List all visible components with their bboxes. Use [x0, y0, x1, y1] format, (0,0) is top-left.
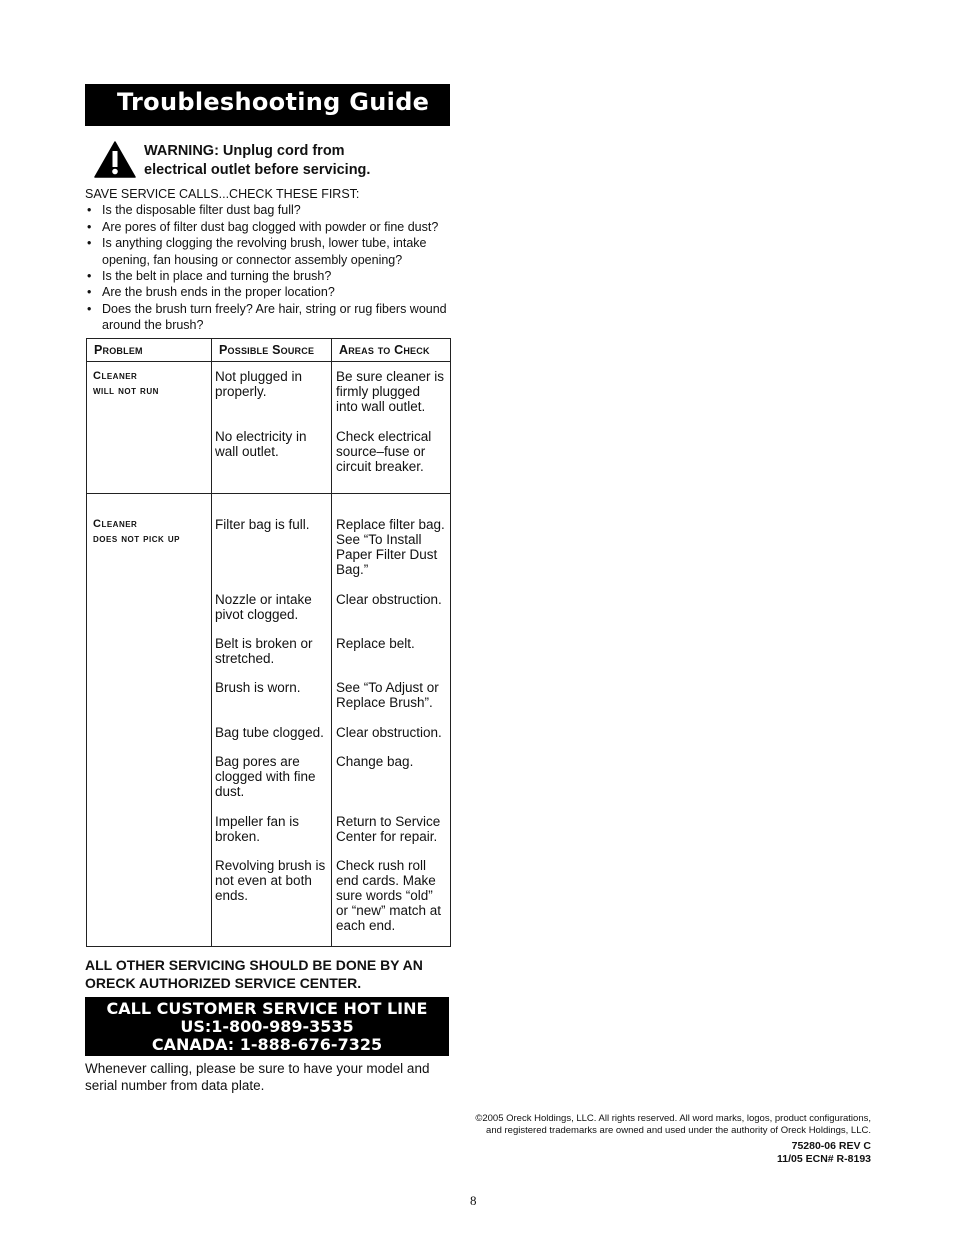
- source-cell: Bag tube clogged.: [215, 725, 324, 740]
- calling-note: Whenever calling, please be sure to have your model and serial number from data plate.: [85, 1061, 430, 1093]
- page-title: Troubleshooting Guide: [117, 88, 430, 116]
- page-number: 8: [470, 1193, 477, 1208]
- hotline-heading: CALL CUSTOMER SERVICE HOT LINE: [106, 999, 428, 1018]
- check-cell: Be sure cleaner is firmly plugged into wall outlet.: [336, 369, 445, 414]
- warning-triangle-icon: [94, 141, 136, 178]
- check-cell: Return to Service Center for repair.: [336, 814, 441, 844]
- header-possible-source: Possible Source: [212, 339, 332, 362]
- problem-cell: Cleaner does not pick up: [93, 518, 180, 545]
- pre-service-checklist: [85, 186, 455, 334]
- header-areas-to-check: Areas to Check: [339, 343, 430, 357]
- warning-line: electrical outlet before servicing.: [144, 162, 371, 178]
- warning-line: WARNING: Unplug cord from: [144, 143, 345, 159]
- servicing-note: [85, 956, 455, 992]
- document-number: 75280-06 REV C 11/05 ECN# R-8193: [777, 1140, 871, 1165]
- hotline-canada-number: CANADA: 1-888-676-7325: [151, 1035, 383, 1054]
- source-cell: Not plugged in properly.: [215, 369, 303, 399]
- source-cell: Brush is worn.: [215, 680, 301, 695]
- checklist-item: • Is the disposable filter dust bag full?: [85, 202, 455, 218]
- group-divider: [87, 493, 450, 494]
- hotline-us-number: US:1-800-989-3535: [180, 1017, 354, 1036]
- source-cell: Nozzle or intake pivot clogged.: [215, 592, 312, 622]
- checklist-item: • Is the belt in place and turning the brush?: [85, 268, 455, 284]
- checklist-items: [85, 202, 455, 333]
- warning-text: [144, 142, 444, 180]
- checklist-heading: SAVE SERVICE CALLS...CHECK THESE FIRST:: [85, 187, 360, 201]
- copyright-notice: ©2005 Oreck Holdings, LLC. All rights reserved. All word marks, logos, product configurations, and registered trademarks are owned and used under the authority of Oreck Holdings, LLC.: [475, 1113, 871, 1136]
- hotline-banner: [85, 997, 449, 1056]
- servicing-note-line: ORECK AUTHORIZED SERVICE CENTER.: [85, 975, 362, 991]
- checklist-item: • Are the brush ends in the proper location?: [85, 284, 455, 300]
- title-banner: [85, 84, 450, 126]
- header-problem: Problem: [87, 339, 212, 362]
- checklist-item: • Is anything clogging the revolving brush, lower tube, intake opening, fan housing or connector assembly opening?: [85, 235, 455, 268]
- check-cell: Check electrical source–fuse or circuit breaker.: [336, 429, 432, 474]
- check-cell: Check rush roll end cards. Make sure words “old” or “new” match at each end.: [336, 858, 442, 933]
- check-cell: Clear obstruction.: [336, 725, 442, 740]
- servicing-note-line: ALL OTHER SERVICING SHOULD BE DONE BY AN: [85, 957, 423, 973]
- check-cell: Replace belt.: [336, 636, 415, 651]
- problem-cell: Cleaner will not run: [93, 370, 159, 397]
- column-divider: [211, 362, 212, 946]
- column-divider: [331, 362, 332, 946]
- check-cell: Clear obstruction.: [336, 592, 442, 607]
- source-cell: Bag pores are clogged with fine dust.: [215, 754, 316, 799]
- check-cell: Change bag.: [336, 754, 414, 769]
- check-cell: See “To Adjust or Replace Brush”.: [336, 680, 439, 710]
- source-cell: Filter bag is full.: [215, 517, 310, 532]
- source-cell: No electricity in wall outlet.: [215, 429, 307, 459]
- checklist-item: • Are pores of filter dust bag clogged with powder or fine dust?: [85, 219, 455, 235]
- source-cell: Belt is broken or stretched.: [215, 636, 313, 666]
- header-divider: [87, 361, 450, 362]
- source-cell: Revolving brush is not even at both ends.: [215, 858, 326, 903]
- check-cell: Replace filter bag. See “To Install Paper Filter Dust Bag.”: [336, 517, 445, 577]
- source-cell: Impeller fan is broken.: [215, 814, 300, 844]
- checklist-item: • Does the brush turn freely? Are hair, string or rug fibers wound around the brush?: [85, 301, 455, 334]
- troubleshooting-table: [86, 338, 451, 947]
